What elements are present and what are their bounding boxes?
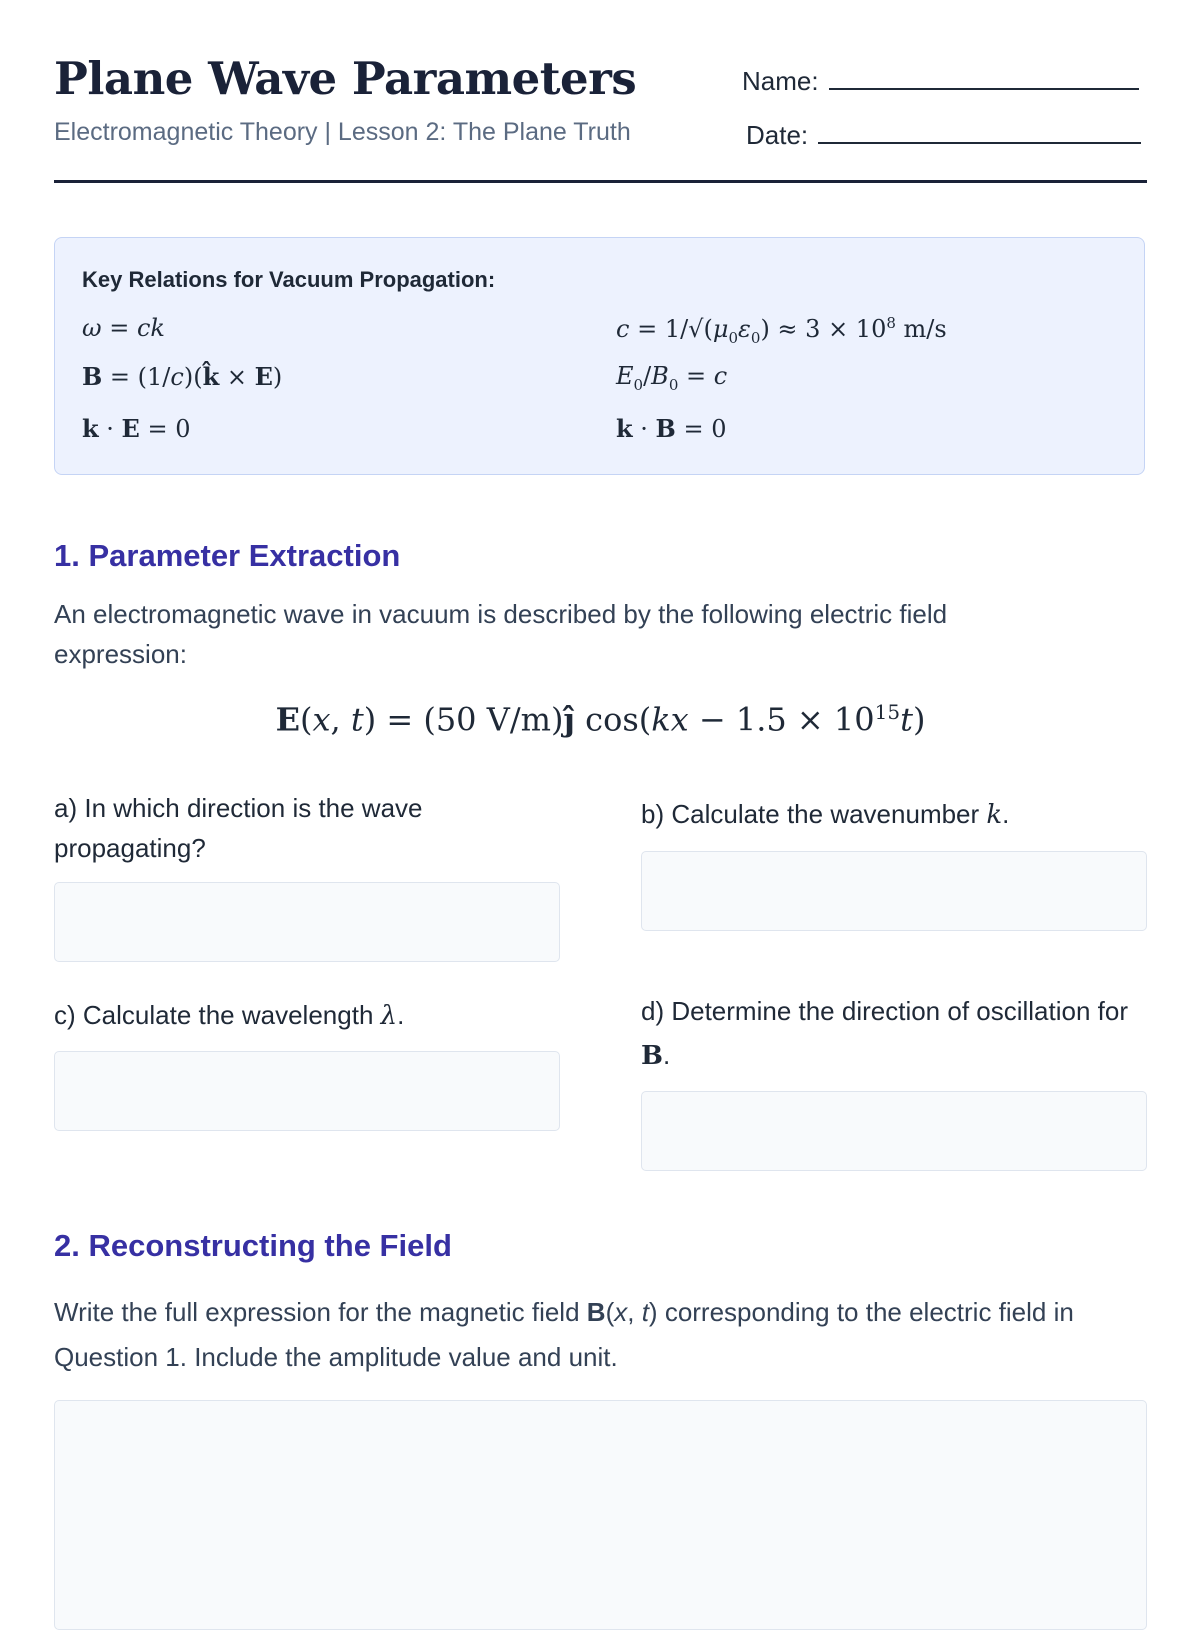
key-relations-title: Key Relations for Vacuum Propagation: bbox=[82, 267, 496, 292]
relation-omega-ck: ω = ck bbox=[82, 314, 165, 342]
question-a: a) In which direction is the wave propagating? bbox=[54, 793, 423, 863]
relation-amplitude-ratio: $E_0/B_0 = c$ bbox=[616, 362, 728, 394]
section-1-intro: An electromagnetic wave in vacuum is described by the following electric field expression: bbox=[54, 599, 948, 669]
relation-b-from-e: B = (1/c)(k̂ × E) bbox=[82, 362, 283, 391]
relation-k-dot-b: k · B = 0 bbox=[616, 414, 727, 443]
relation-speed-of-light: $c = 1/√(\mu_0\varepsilon_0) \approx 3 \times 10^8$ m/s bbox=[616, 314, 947, 347]
name-field[interactable] bbox=[742, 66, 1139, 97]
section-1-heading: 1. Parameter Extraction bbox=[54, 538, 401, 573]
page-title: Plane Wave Parameters bbox=[54, 52, 637, 105]
name-blank-line[interactable] bbox=[829, 72, 1139, 90]
page-subtitle: Electromagnetic Theory | Lesson 2: The Plane Truth bbox=[54, 118, 631, 146]
section-2-heading: 2. Reconstructing the Field bbox=[54, 1228, 452, 1263]
question-b: b) Calculate the wavenumber k. bbox=[641, 799, 1010, 830]
date-blank-line[interactable] bbox=[818, 126, 1141, 144]
electric-field-equation: E(x, t) = (50 V/m)ĵ $\cos(kx - 1.5 \times 10^{15}t)$ bbox=[275, 700, 926, 739]
question-c: c) Calculate the wavelength λ. bbox=[54, 1000, 405, 1031]
answer-box-a[interactable] bbox=[54, 882, 560, 962]
answer-box-c[interactable] bbox=[54, 1051, 560, 1131]
header-divider bbox=[54, 180, 1147, 183]
name-label: Name: bbox=[742, 66, 819, 96]
answer-box-b[interactable] bbox=[641, 851, 1147, 931]
answer-box-d[interactable] bbox=[641, 1091, 1147, 1171]
answer-box-magnetic-field[interactable] bbox=[54, 1400, 1147, 1630]
key-relations-box bbox=[54, 237, 1145, 475]
date-field[interactable] bbox=[746, 120, 1141, 151]
section-2-prompt: Write the full expression for the magnetic field B(x, t) corresponding to the electric field in Question 1. Include the amplitude value and unit. bbox=[54, 1297, 1074, 1372]
date-label: Date: bbox=[746, 120, 809, 150]
question-d: d) Determine the direction of oscillation for B. bbox=[641, 996, 1129, 1071]
relation-k-dot-e: k · E = 0 bbox=[82, 414, 191, 443]
